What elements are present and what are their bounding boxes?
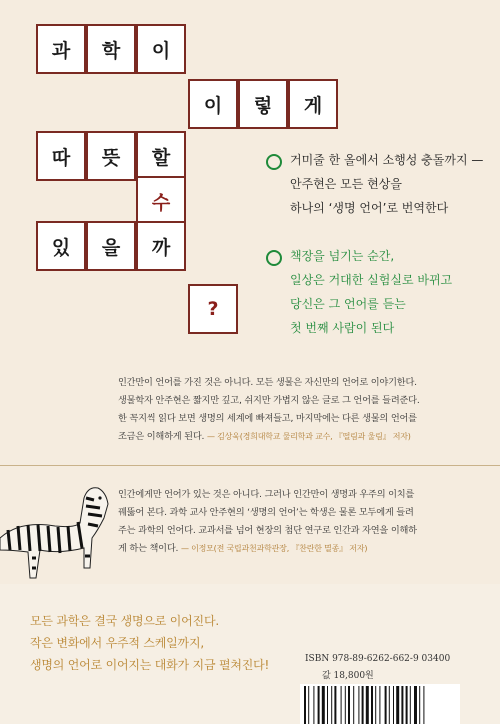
tagline-1-line: 거미줄 한 올에서 소행성 충돌까지 — xyxy=(290,153,484,167)
barcode-bar xyxy=(331,686,332,724)
grid-cell-2-3: 게 xyxy=(288,79,338,129)
endorsement-text: 게 하는 책이다. xyxy=(118,543,179,554)
endorsement-line: 꿰뚫어 본다. 과학 교사 안주현의 ‘생명의 언어’는 학생은 물론 모두에게 들려 xyxy=(118,507,414,518)
barcode-bar xyxy=(401,686,403,724)
tagline-1-line: 안주현은 모든 현상을 xyxy=(290,177,402,191)
endorsement-line: 인간만이 언어를 가진 것은 아니다. 모든 생물은 자신만의 언어로 이야기한다. xyxy=(118,377,417,388)
grid-cell-4-1: 수 xyxy=(136,176,186,226)
barcode-bar xyxy=(327,686,328,724)
tagline-1-line: 하나의 ‘생명 언어’로 번역한다 xyxy=(290,201,449,215)
tagline-2-line: 일상은 거대한 실험실로 바뀌고 xyxy=(290,273,453,287)
barcode-bar xyxy=(375,686,376,724)
divider xyxy=(0,465,500,466)
isbn-text: ISBN 978-89-6262-662-9 03400 xyxy=(305,654,451,664)
grid-cell-5-3: 까 xyxy=(136,221,186,271)
endorsement-cite: — 이정모(전 국립과천과학관장, 『찬란한 멸종』 저자) xyxy=(180,544,368,553)
barcode-bar xyxy=(379,686,380,724)
barcode-bar xyxy=(371,686,373,724)
closing-line-2: 작은 변화에서 우주적 스케일까지, xyxy=(30,636,204,650)
barcode-bar xyxy=(304,686,306,724)
barcode-bar xyxy=(348,686,350,724)
endorsement-line: 주는 과학의 언어다. 교과서를 넘어 현장의 첨단 연구로 인간과 자연을 이해하 xyxy=(118,525,417,536)
tagline-1 xyxy=(290,148,495,220)
barcode-bar xyxy=(396,686,399,724)
barcode xyxy=(300,684,460,724)
barcode-bar xyxy=(341,686,342,724)
tagline-2-line: 당신은 그 언어를 듣는 xyxy=(290,297,406,311)
grid-cell-5-2: 을 xyxy=(86,221,136,271)
closing-line-3: 생명의 언어로 이어지는 대화가 지금 펼쳐진다! xyxy=(30,658,270,672)
grid-cell-2-1: 이 xyxy=(188,79,238,129)
barcode-bar xyxy=(313,686,314,724)
barcode-bar xyxy=(406,686,408,724)
endorsement-1 xyxy=(118,374,458,446)
barcode-bar xyxy=(419,686,420,724)
endorsement-line: 인간에게만 언어가 있는 것은 아니다. 그러나 인간만이 생명과 우주의 이치를 xyxy=(118,489,415,500)
barcode-bar xyxy=(362,686,364,724)
barcode-bar xyxy=(385,686,387,724)
barcode-bar xyxy=(345,686,346,724)
grid-cell-1-3: 이 xyxy=(136,24,186,74)
endorsement-line: 생물학자 안주현은 짧지만 깊고, 쉬지만 가볍지 않은 글로 그 언어를 들려준다. xyxy=(118,395,420,406)
barcode-bar xyxy=(334,686,336,724)
barcode-bar xyxy=(366,686,369,724)
barcode-bar xyxy=(353,686,354,724)
grid-cell-6-1: ? xyxy=(188,284,238,334)
barcode-bar xyxy=(410,686,411,724)
grid-cell-3-2: 뜻 xyxy=(86,131,136,181)
zebra-illustration xyxy=(0,478,120,588)
grid-cell-5-1: 있 xyxy=(36,221,86,271)
barcode-bar xyxy=(308,686,309,724)
barcode-bar xyxy=(318,686,320,724)
grid-cell-3-1: 따 xyxy=(36,131,86,181)
endorsement-line: 한 꼭지씩 읽다 보면 생명의 세계에 빠져들고, 마지막에는 다른 생물의 언어를 xyxy=(118,413,417,424)
barcode-bar xyxy=(423,686,424,724)
endorsement-text: 조금은 이해하게 된다. xyxy=(118,431,205,442)
closing-line-1: 모든 과학은 결국 생명으로 이어진다. xyxy=(30,614,219,628)
grid-cell-1-1: 과 xyxy=(36,24,86,74)
barcode-bar xyxy=(393,686,394,724)
circle-bullet-icon xyxy=(266,250,282,266)
tagline-2-line: 책장을 넘기는 순간, xyxy=(290,249,395,263)
barcode-bar xyxy=(358,686,359,724)
endorsement-line xyxy=(118,428,458,446)
endorsement-2 xyxy=(118,486,458,558)
barcode-bar xyxy=(389,686,390,724)
grid-cell-3-3: 할 xyxy=(136,131,186,181)
endorsement-cite: — 김상욱(경희대학교 물리학과 교수, 『떨림과 울림』 저자) xyxy=(206,432,411,441)
endorsement-line xyxy=(118,540,458,558)
price-text: 값 18,800원 xyxy=(322,671,374,681)
tagline-2-line: 첫 번째 사람이 된다 xyxy=(290,321,395,335)
grid-cell-2-2: 렇 xyxy=(238,79,288,129)
circle-bullet-icon xyxy=(266,154,282,170)
barcode-bar xyxy=(322,686,325,724)
tagline-2 xyxy=(290,244,495,340)
barcode-bar xyxy=(414,686,417,724)
grid-cell-1-2: 학 xyxy=(86,24,136,74)
